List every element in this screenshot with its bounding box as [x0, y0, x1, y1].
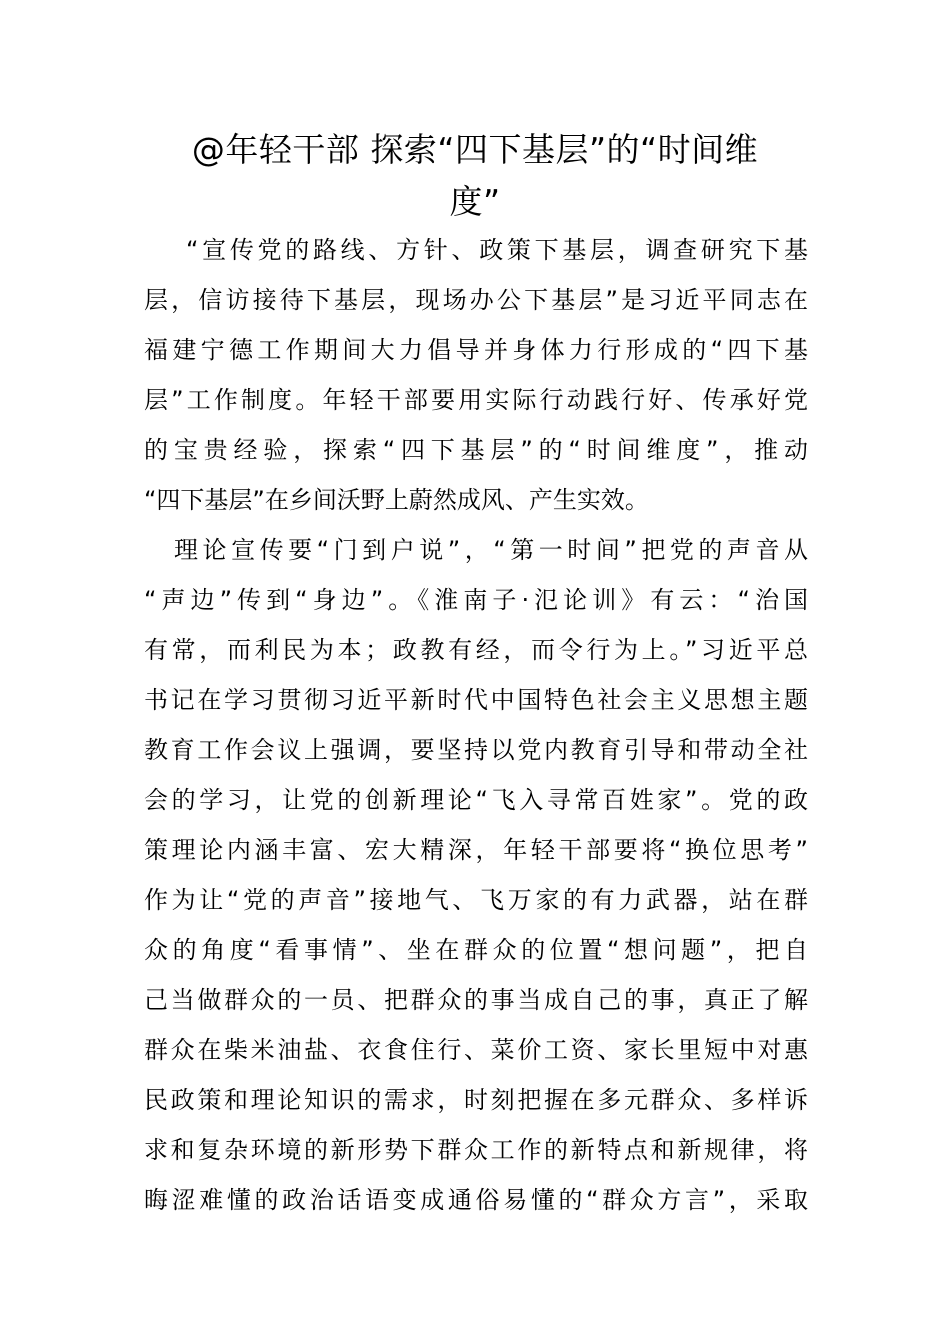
paragraph-line: 策理论内涵丰富、宏大精深，年轻干部要将“换位思考” [144, 836, 808, 864]
paragraph-2 [144, 525, 808, 1225]
document-title [140, 124, 810, 228]
document-body [144, 225, 808, 1225]
paragraph-line: 有常，而利民为本；政教有经，而令行为上。”习近平总 [144, 636, 808, 664]
paragraph-line: 晦涩难懂的政治话语变成通俗易懂的“群众方言”，采取 [144, 1186, 808, 1214]
paragraph-line: 众的角度“看事情”、坐在群众的位置“想问题”，把自 [144, 936, 808, 964]
title-line-1: @年轻干部 探索“四下基层”的“时间维 [191, 130, 759, 169]
paragraph-1 [144, 225, 808, 525]
title-line-2: 度” [449, 182, 501, 221]
paragraph-line: 求和复杂环境的新形势下群众工作的新特点和新规律，将 [144, 1136, 808, 1164]
paragraph-line: 作为让“党的声音”接地气、飞万家的有力武器，站在群 [144, 886, 808, 914]
paragraph-line: 会的学习，让党的创新理论“飞入寻常百姓家”。党的政 [144, 786, 808, 814]
paragraph-line: 群众在柴米油盐、衣食住行、菜价工资、家长里短中对惠 [144, 1036, 808, 1064]
paragraph-line: 己当做群众的一员、把群众的事当成自己的事，真正了解 [144, 986, 808, 1014]
paragraph-line: 书记在学习贯彻习近平新时代中国特色社会主义思想主题 [144, 686, 808, 714]
paragraph-line: 福建宁德工作期间大力倡导并身体力行形成的“四下基 [144, 336, 808, 364]
paragraph-line: 的宝贵经验，探索“四下基层”的“时间维度”，推动 [144, 436, 808, 464]
paragraph-line: 理论宣传要“门到户说”，“第一时间”把党的声音从 [174, 536, 808, 564]
paragraph-line: 民政策和理论知识的需求，时刻把握在多元群众、多样诉 [144, 1086, 808, 1114]
paragraph-line: 层，信访接待下基层，现场办公下基层”是习近平同志在 [144, 286, 808, 314]
paragraph-line: 层”工作制度。年轻干部要用实际行动践行好、传承好党 [144, 386, 808, 414]
paragraph-line: 教育工作会议上强调，要坚持以党内教育引导和带动全社 [144, 736, 808, 764]
paragraph-line: “声边”传到“身边”。《淮南子·氾论训》有云：“治国 [144, 586, 808, 614]
paragraph-line: “四下基层”在乡间沃野上蔚然成风、产生实效。 [144, 486, 649, 514]
paragraph-line: “宣传党的路线、方针、政策下基层，调查研究下基 [186, 236, 808, 264]
